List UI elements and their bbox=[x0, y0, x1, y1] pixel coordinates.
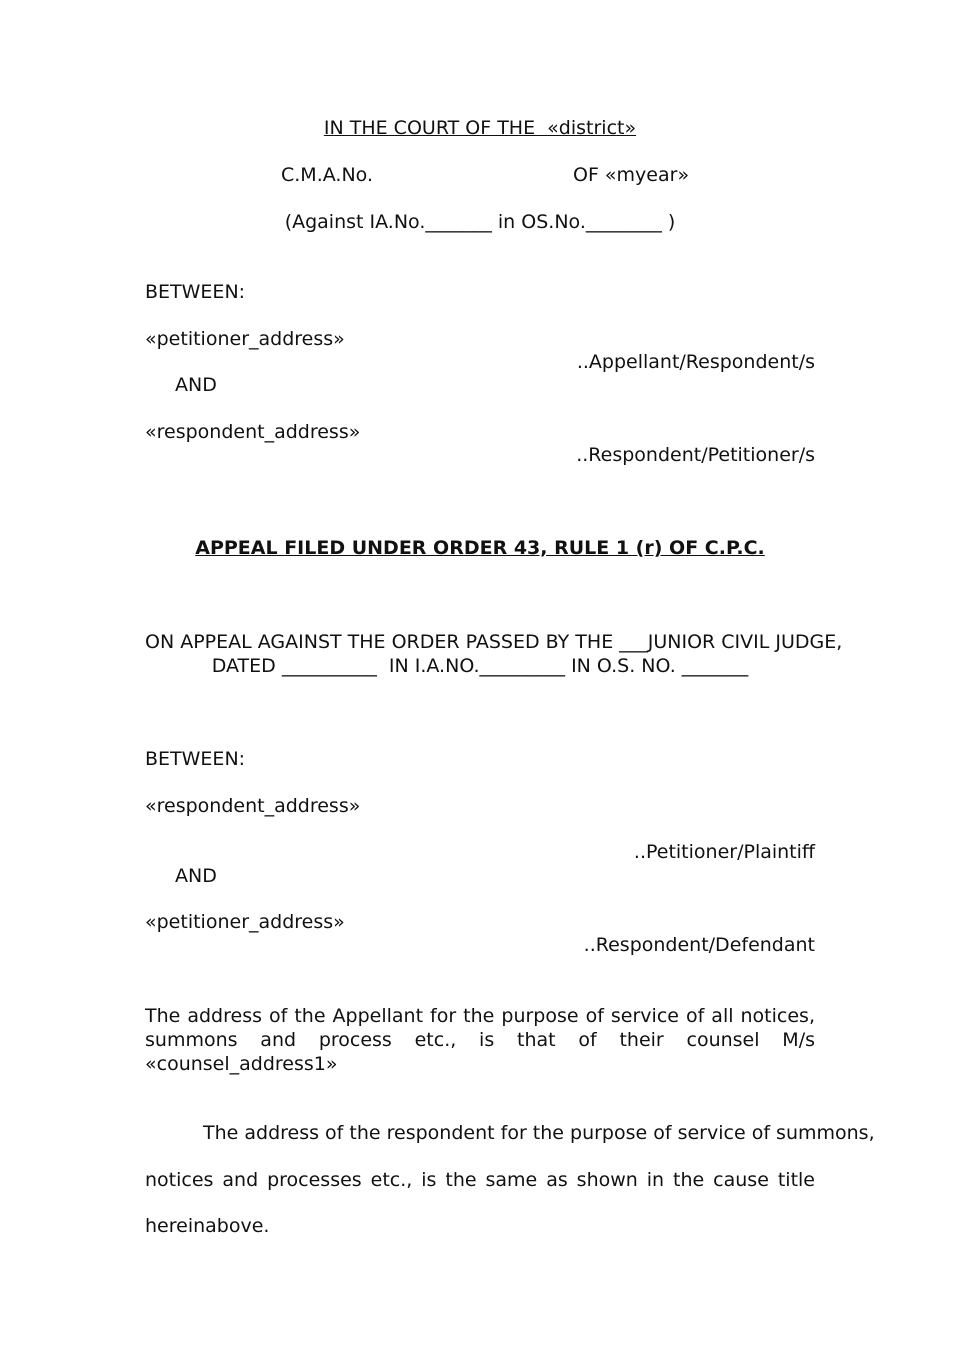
on-appeal-line-2: DATED __________ IN I.A.NO._________ IN O.S. NO. _______ bbox=[211, 655, 749, 677]
party-1-address: «petitioner_address» bbox=[145, 328, 345, 350]
lower-court-party-2-role: ..Respondent/Defendant bbox=[583, 934, 815, 956]
between-heading-1: BETWEEN: bbox=[145, 281, 246, 303]
lower-court-party-2-address: «petitioner_address» bbox=[145, 911, 345, 933]
party-2-role: ..Respondent/Petitioner/s bbox=[576, 444, 815, 466]
respondent-address-line-2: notices and processes etc., is the same as shown in the cause title bbox=[145, 1169, 815, 1191]
court-title: IN THE COURT OF THE «district» bbox=[323, 117, 637, 139]
lower-court-party-1-address: «respondent_address» bbox=[145, 795, 361, 817]
and-separator-1: AND bbox=[175, 374, 217, 396]
party-1-role: ..Appellant/Respondent/s bbox=[576, 351, 815, 373]
appeal-heading: APPEAL FILED UNDER ORDER 43, RULE 1 (r) OF C.P.C. bbox=[195, 537, 765, 559]
of-year-label: OF «myear» bbox=[573, 164, 690, 186]
respondent-address-line-3: hereinabove. bbox=[145, 1215, 270, 1237]
appellant-address-paragraph: The address of the Appellant for the purpose of service of all notices, summons and process etc., is that of their counsel M/s «counsel_address1» bbox=[145, 1005, 815, 1075]
party-2-address: «respondent_address» bbox=[145, 421, 361, 443]
against-line: (Against IA.No._______ in OS.No.________ ) bbox=[284, 211, 676, 233]
cma-number-label: C.M.A.No. bbox=[281, 164, 373, 186]
respondent-address-line-1: The address of the respondent for the purpose of service of summons, bbox=[203, 1122, 875, 1144]
between-heading-2: BETWEEN: bbox=[145, 748, 246, 770]
and-separator-2: AND bbox=[175, 865, 217, 887]
lower-court-party-1-role: ..Petitioner/Plaintiff bbox=[633, 841, 815, 863]
on-appeal-line-1: ON APPEAL AGAINST THE ORDER PASSED BY THE ___JUNIOR CIVIL JUDGE, bbox=[145, 631, 843, 653]
